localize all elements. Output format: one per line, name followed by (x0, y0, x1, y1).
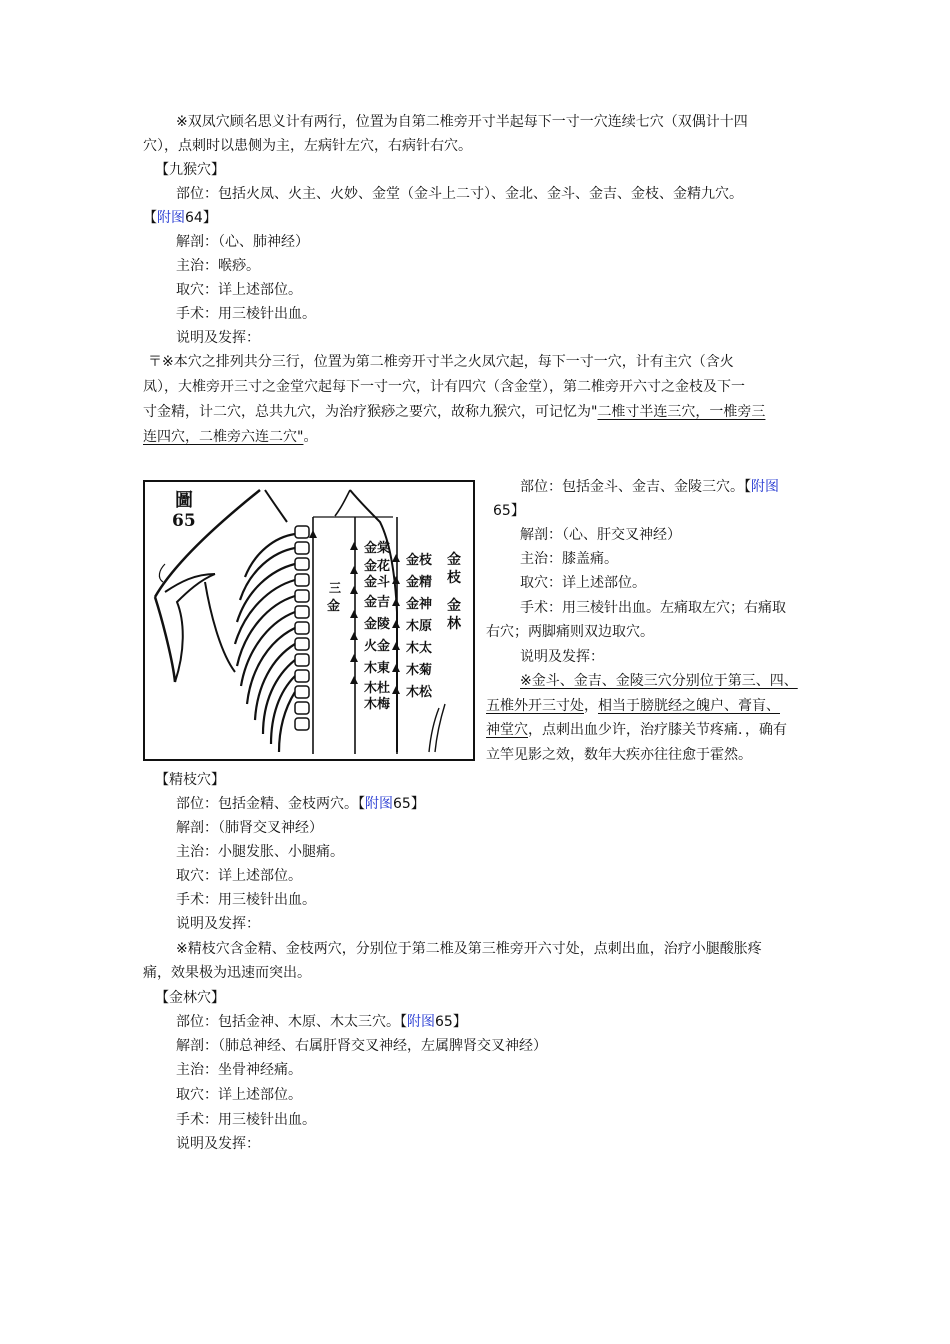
buwei-line: 部位：包括火凤、火主、火妙、金堂（金斗上二寸）、金北、金斗、金吉、金枝、金精九穴。 (176, 186, 743, 202)
ribs (235, 534, 295, 752)
quxue-line: 取穴：详上述部位。 (176, 1087, 302, 1103)
bracket: 【 (143, 210, 157, 226)
figure-link[interactable]: 附图 (751, 479, 779, 495)
jiepou-line: 解剖：（肺肾交叉神经） (176, 820, 323, 836)
figure-number: 65 (393, 796, 411, 812)
figure-label: 木太 (406, 641, 433, 656)
paragraph-line: ※精枝穴含金精、金枝两穴，分别位于第二椎及第三椎旁开六寸处，点刺出血，治疗小腿酸胀疼 (176, 941, 762, 957)
paragraph-line (486, 720, 787, 740)
shuoming-line: 说明及发挥： (176, 916, 260, 932)
scapula-outline (175, 574, 215, 682)
bracket: 】 (510, 503, 525, 519)
paragraph-line: ※金斗、金吉、金陵三穴分别位于第三、四、 (520, 673, 798, 689)
figure-link[interactable]: 附图 (157, 210, 185, 226)
buwei-line (176, 794, 425, 814)
jiepou-line: 解剖：（心、肺神经） (176, 234, 309, 250)
sketch-mark (159, 564, 165, 582)
jiepou-line: 解剖：（肺总神经、右属肝肾交叉神经，左属脾肾交叉神经） (176, 1038, 547, 1054)
figure-number: 65 (435, 1014, 453, 1030)
paragraph-line: 〒※本穴之排列共分三行，位置为第二椎旁开寸半之火凤穴起，每下一寸一穴，计有主穴（含火 (148, 354, 734, 370)
bracket: 】 (202, 210, 217, 226)
underlined-mnemonic: 连四穴，二椎旁六连二穴" (143, 429, 304, 445)
bracket: 】 (452, 1014, 467, 1030)
figure-label: 金 (447, 552, 461, 568)
paragraph-line: 立竿见影之效，数年大疾亦往往愈于霍然。 (486, 747, 752, 763)
text-span: 。 (303, 429, 318, 445)
figure-label: 金棠 (364, 541, 391, 556)
zhuzhi-line: 主治：小腿发胀、小腿痛。 (176, 844, 344, 860)
arm-outline (155, 597, 175, 682)
underlined-mnemonic: 二椎寸半连三穴，一椎旁三 (597, 404, 766, 420)
text-span: 部位：包括金精、金枝两穴。【 (176, 796, 365, 812)
figure-ref (493, 501, 525, 521)
figure-label: 金吉 (364, 595, 391, 610)
jiepou-line: 解剖：（心、肝交叉神经） (520, 527, 681, 543)
text-span: ， (584, 698, 598, 714)
text-span: 部位：包括金斗、金吉、金陵三穴。【 (520, 479, 751, 495)
figure-label: 木松 (406, 685, 433, 700)
text-span: ，点刺出血少许，治疗膝关节疼痛．，确有 (528, 722, 787, 738)
figure-label: 木東 (364, 661, 391, 676)
zhuzhi-line: 主治：坐骨神经痛。 (176, 1062, 302, 1078)
text-span: 部位：包括金神、木原、木太三穴。【 (176, 1014, 407, 1030)
figure-label: 金斗 (364, 575, 391, 590)
shoushu-line: 手术：用三棱针出血。左痛取左穴；右痛取 (520, 600, 786, 616)
figure-link[interactable]: 附图 (407, 1014, 435, 1030)
shoulder-outline (155, 490, 260, 597)
quxue-line: 取穴：详上述部位。 (520, 575, 646, 591)
section-heading-jiuhou: 【九猴穴】 (155, 162, 225, 178)
spine (295, 526, 309, 730)
figure-label: 木梅 (364, 697, 391, 712)
figure-number: 65 (493, 503, 511, 519)
paragraph-line: ※双凤穴顾名思义计有两行，位置为自第二椎旁开寸半起每下一寸一穴连续七穴（双偶计十四 (176, 114, 748, 130)
figure-label: 金花 (364, 559, 391, 574)
figure-label: 金枝 (406, 553, 433, 568)
figure-col-left (364, 540, 390, 712)
paragraph-line (486, 696, 780, 716)
buwei-line (176, 1012, 467, 1032)
underlined-text: 相当于膀胱经之魄户、膏肓、 (598, 698, 780, 714)
shuoming-line: 说明及发挥： (176, 1136, 260, 1152)
paragraph-line (143, 427, 317, 447)
shuoming-line: 说明及发挥： (520, 649, 604, 665)
neck-outline (265, 490, 287, 522)
shoushu-line: 手术：用三棱针出血。 (176, 1112, 316, 1128)
paragraph-line (143, 402, 765, 422)
figure-label: 三 (329, 581, 342, 595)
section-heading-jingzhi: 【精枝穴】 (155, 772, 225, 788)
figure-label: 木原 (406, 619, 433, 634)
figure-label: 火金 (364, 639, 391, 654)
figure-label: 枝 (447, 570, 461, 586)
paragraph-line: 凤），大椎旁开三寸之金堂穴起每下一寸一穴，计有四穴（含金堂），第二椎旁开六寸之金枝及下一 (143, 379, 745, 395)
paragraph-line: 穴），点刺时以患侧为主，左病针左穴，右病针右穴。 (143, 138, 472, 154)
figure-label: 金 (327, 599, 341, 614)
underlined-text: 神堂穴 (486, 722, 528, 738)
scapula-edge (205, 582, 235, 672)
text-span: 寸金精，计二穴，总共九穴，为治疗猴痧之要穴，故称九猴穴，可记忆为" (143, 404, 598, 420)
underlined-text: 五椎外开三寸处 (486, 698, 584, 714)
shoushu-line: 手术：用三棱针出血。 (176, 306, 316, 322)
shoushu-line: 右穴；两脚痛则双边取穴。 (486, 624, 654, 640)
figure-label: 林 (447, 616, 461, 632)
hand-outline (429, 704, 445, 752)
quxue-line: 取穴：详上述部位。 (176, 282, 302, 298)
figure-label: 金精 (406, 575, 433, 590)
figure-col-mid (406, 552, 433, 700)
section-heading-jinlin: 【金林穴】 (155, 990, 225, 1006)
figure-link[interactable]: 附图 (365, 796, 393, 812)
buwei-line (520, 477, 779, 497)
zhuzhi-line: 主治：喉痧。 (176, 258, 260, 274)
figure-title-number: 65 (172, 511, 196, 531)
figure-label: 木杜 (364, 681, 391, 696)
shuoming-line: 说明及发挥： (176, 330, 260, 346)
neck-outline-right (335, 490, 350, 516)
figure-65-image (143, 480, 475, 761)
quxue-line: 取穴：详上述部位。 (176, 868, 302, 884)
figure-number: 64 (185, 210, 203, 226)
figure-label: 金 (447, 598, 461, 614)
figure-label: 木菊 (406, 663, 433, 678)
figure-label: 金神 (406, 597, 433, 612)
bracket: 】 (410, 796, 425, 812)
figure-col-right (447, 551, 462, 632)
figure-title-char: 圖 (175, 490, 193, 511)
shoushu-line: 手术：用三棱针出血。 (176, 892, 316, 908)
figure-label: 金陵 (364, 617, 391, 632)
paragraph-line: 痛，效果极为迅速而突出。 (143, 965, 311, 981)
zhuzhi-line: 主治：膝盖痛。 (520, 551, 618, 567)
figure-ref (143, 208, 217, 228)
